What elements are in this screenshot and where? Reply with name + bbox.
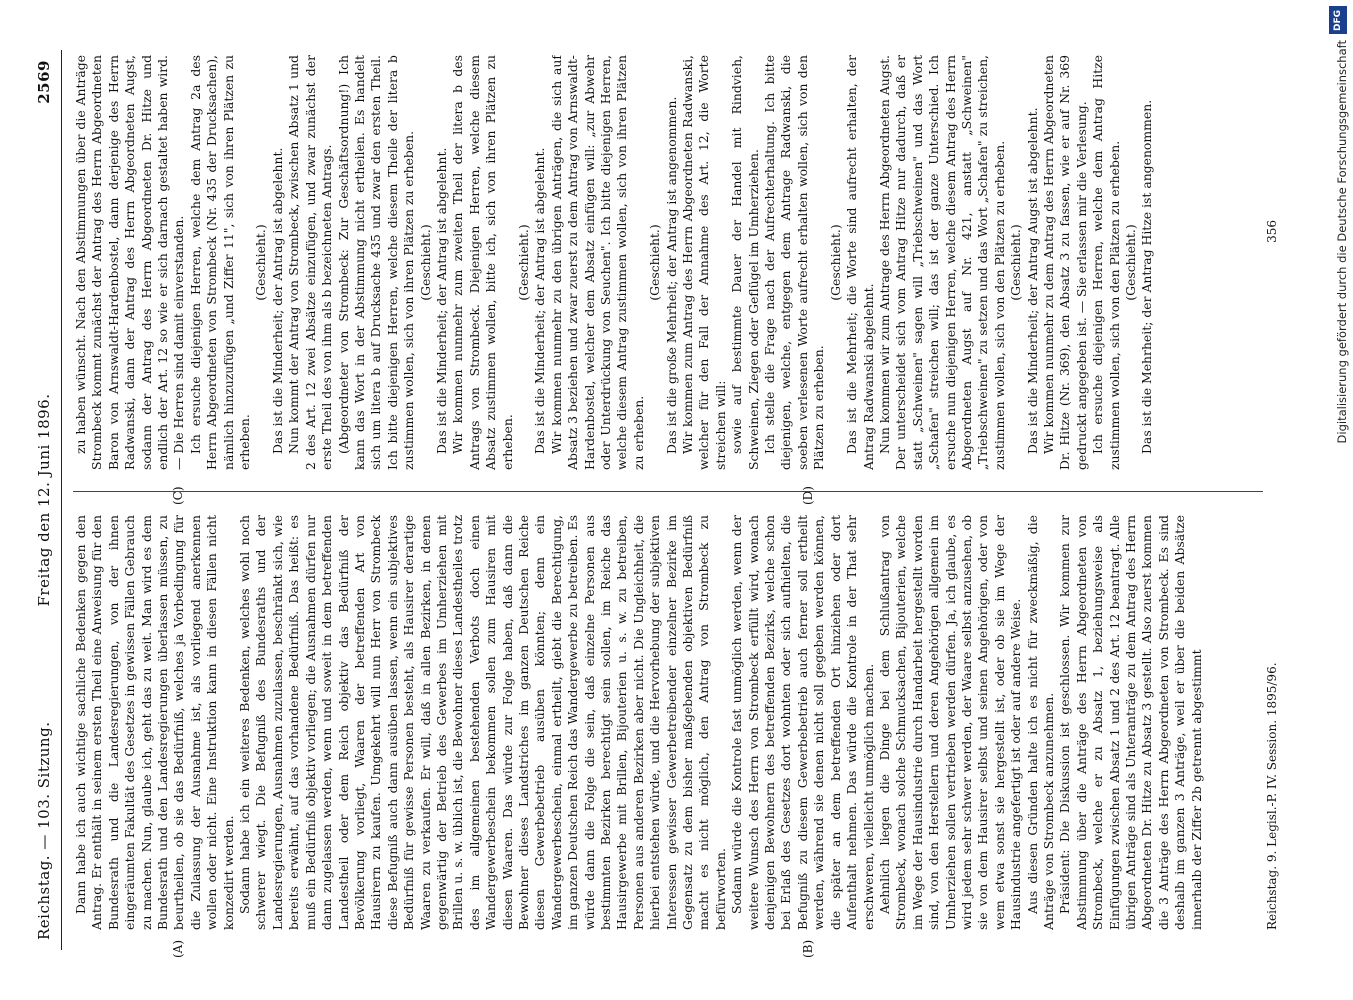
left-column: [73, 515, 1263, 930]
header-session: Reichstag. — 103. Sitzung.: [35, 721, 53, 940]
margin-mark-c: (C): [171, 486, 185, 505]
paragraph: zu haben wünscht. Nach den Abstimmungen über die Anträge Strombeck kommt zunächst der Antrag des Herrn Abgeordneten Baron von Arnswaldt-Hardenbostel, dann derjenige des Herrn Radwanski, dann der Antrag des Herrn Abgeordneten Augst, sodann der Antrag des Herrn Abgeordneten Dr. Hitze und endlich der Art. 12 so wie er sich darnach gestaltet haben wird. — Die Herren sind damit einverstanden.: [73, 55, 187, 470]
paragraph: Sodann würde die Kontrole fast unmöglich werden, wenn der weitere Wunsch des Herrn von Strombeck erfüllt wird, wonach denjenigen Bewohnern des betreffenden Bezirks, welche schon bei Erlaß des Gesetzes dort wohnten oder sich aufhielten, die Befugniß zu diesem Gewerbebetrieb auch ferner soll ertheilt werden, während sie denen nicht soll gegeben werden können, die später an dem betreffenden Ort hinziehen oder dort Aufenthalt nehmen. Das würde die Kontrole in der That sehr erschweren, vielleicht unmöglich machen.: [729, 515, 876, 930]
rotated-page: [21, 30, 1331, 970]
header-date: Freitag den 12. Juni 1896.: [35, 393, 53, 607]
paragraph: Das ist die Minderheit; der Antrag ist abgelehnt.: [532, 147, 548, 454]
quoted-passage: sowie auf bestimmte Dauer der Handel mit Rindvieh, Schweinen, Ziegen oder Geflügel im Umherziehen.: [729, 55, 761, 470]
stage-direction: (Geschieht.): [647, 224, 663, 301]
header-page-number: 2569: [35, 60, 53, 104]
paragraph: Das ist die Minderheit; der Antrag ist abgelehnt.: [433, 147, 449, 454]
dfg-logo-icon: DFG: [1329, 6, 1347, 34]
paragraph: Präsident: Die Diskussion ist geschlossen. Wir kommen zur Abstimmung über die Anträge des Herrn Abgeordneten von Strombeck, welche er zu Absatz 1, beziehungsweise als Einfügungen zwischen Absatz 1 und 2 des Art. 12 beantragt. Alle übrigen Anträge sind als Unteranträge zu dem Antrag des Herrn Abgeordneten Dr. Hitze zu Absatz 3 gestellt. Also zuerst kommen die 3 Anträge des Herrn Abgeordneten von Strombeck. Es sind deshalb im ganzen 3 Anträge, weil er über die beiden Absätze innerhalb der Ziffer 2b getrennt abgestimmt: [1057, 515, 1204, 930]
paragraph: Aus diesen Gründen halte ich es nicht für zweckmäßig, die Anträge von Strombeck anzunehmen.: [1024, 515, 1056, 930]
credit-sidebar: [1323, 0, 1353, 1000]
paragraph: (Abgeordneter von Strombeck: Zur Geschäftsordnung!) Ich kann das Wort in der Abstimmung nicht ertheilen. Es handelt sich um litera b auf Drucksache 435 und zwar den ersten Theil. Ich bitte diejenigen Herren, welche diesem Theile der litera b zustimmen wollen, sich von ihren Plätzen zu erheben.: [335, 55, 417, 470]
stage-direction: (Geschieht.): [827, 224, 843, 301]
paragraph: Aehnlich liegen die Dinge bei dem Schlußantrag von Strombeck, wonach solche Schmucksachen, Bijouterien, welche im Wege der Hausindustrie durch Handarbeit hergestellt worden sind, von den Herstellern und deren Angehörigen allgemein im Umherziehen sollen vertrieben werden dürfen. Ja, ich glaube, es wird jedem sehr schwer werden, der Waare selbst anzusehen, ob sie von dem Hausirer selbst und seinen Angehörigen, oder von wem etwa sonst sie hergestellt ist, oder ob sie im Wege der Hausindustrie angefertigt ist oder auf andere Weise.: [876, 515, 1024, 930]
stage-direction: (Geschieht.): [515, 224, 531, 301]
paragraph: Nun kommt der Antrag von Strombeck, zwischen Absatz 1 und 2 des Art. 12 zwei Absätze einzufügen, und zwar zunächst der erste Theil des von ihm als b bezeichneten Antrags.: [286, 55, 335, 470]
stage-direction: (Geschieht.): [253, 224, 269, 301]
margin-mark-d: (D): [801, 486, 815, 505]
paragraph: Wir kommen nunmehr zum zweiten Theil der litera b des Antrags von Strombeck. Diejenigen Herren, welche diesem Absatz zustimmen wollen, bitte ich, sich von ihren Plätzen zu erheben.: [450, 55, 515, 470]
paragraph: Das ist die Minderheit; der Antrag Augst ist abgelehnt.: [1024, 107, 1040, 454]
paragraph: Wir kommen nunmehr zu dem Antrag des Herrn Abgeordneten Dr. Hitze (Nr. 369), den Absatz 3 zu fassen, wie er auf Nr. 369 gedruckt angegeben ist. — Sie erlassen mir die Verlesung.: [1040, 55, 1089, 470]
paragraph: Sodann habe ich ein weiteres Bedenken, welches wohl noch schwerer wiegt. Die Befugniß des Bundesraths und der Landesregierungen, Ausnahmen zuzulassen, beschränkt sich, wie bereits erwähnt, auf das vorhandene Bedürfniß. Das heißt: es muß ein Bedürfniß objektiv vorliegen; die Ausnahmen dürfen nur dann zugelassen werden, wenn und soweit in dem betreffenden Landestheil oder dem Reich objektiv das Bedürfniß der Bevölkerung vorliegt, Waaren der betreffenden Art von Hausirern zu kaufen. Umgekehrt will nun Herr von Strombeck diese Befugniß auch dann ausüben lassen, wenn ein subjektives Bedürfniß für gewisse Personen besteht, als Hausirer derartige Waaren zu verkaufen. Er will, daß in allen Bezirken, in denen gegenwärtig der Betrieb des Gewerbes im Umherziehen mit Brillen u. s. w. üblich ist, die Bewohner dieses Landestheiles trotz des im allgemeinen bestehenden Verbots doch einen Wandergewerbeschein bekommen sollen zum Hausiren mit diesen Waaren. Das würde zur Folge haben, daß dann die Bewohner dieses Landstriches im ganzen Deutschen Reiche diesen Gewerbebetrieb ausüben könnten; denn ein Wandergewerbeschein, einmal ertheilt, giebt die Berechtigung, im ganzen Deutschen Reich das Wandergewerbe zu betreiben. Es würde dann die Folge die sein, daß einzelne Personen aus bestimmten Bezirken berechtigt sein sollen, im Reiche das Hausirgewerbe mit Brillen, Bijouterien u. s. w. zu betreiben, Personen aus anderen Bezirken aber nicht. Die Ungleichheit, die hierbei entstehen würde, und die Hervorhebung der subjektiven Interessen gewisser Gewerbetreibender einzelner Bezirke im Gegensatz zu dem bisher maßgebenden objektiven Bedürfniß macht es nicht möglich, den Antrag von Strombeck zu befürworten.: [237, 515, 728, 930]
paragraph: Ich stelle die Frage nach der Aufrechterhaltung. Ich bitte diejenigen, welche, entgegen dem Antrage Radwanski, die soeben verlesenen Worte aufrecht erhalten wollen, sich von den Plätzen zu erheben.: [762, 55, 827, 470]
column-divider: [73, 491, 1263, 492]
paragraph: Dann habe ich auch wichtige sachliche Bedenken gegen den Antrag. Er enthält in seinem ersten Theil eine Anweisung für den Bundesrath und die Landesregierungen, von der ihnen eingeräumten Fakultät des Gesetzes in gewissen Fällen Gebrauch zu machen. Nun, glaube ich, geht das zu weit. Man wird es dem Bundesrath und den Landesregierungen überlassen müssen, zu beurtheilen, ob sie das Bedürfniß, welches ja Vorbedingung für die Zulassung der Ausnahme ist, als vorliegend anerkennen wollen oder nicht. Eine Instruktion kann in diesen Fällen nicht konzedirt werden.: [73, 515, 236, 930]
stage-direction: (Geschieht.): [1008, 224, 1024, 301]
paragraph: Wir kommen nunmehr zu den übrigen Anträgen, die sich auf Absatz 3 beziehen und zwar zuerst zu dem Antrag von Arnswaldt-Hardenbostel, welcher dem Absatz einfügen will: „zur Abwehr oder Unterdrückung von Seuchen". Ich bitte diejenigen Herren, welche diesem Antrag zustimmen wollen, sich von ihren Plätzen zu erheben.: [548, 55, 646, 470]
stage-direction: (Geschieht.): [1123, 224, 1138, 301]
funding-credit: Digitalisierung gefördert durch die Deutsche Forschungsgemeinschaft: [1335, 40, 1349, 444]
paragraph: Nun kommen wir zum Antrage des Herrn Abgeordneten Augst. Der unterscheidet sich vom Antrag Hitze nur dadurch, daß er statt „Schweinen" sagen will „Triebschweinen" und das Wort „Schafen" streichen will; das ist der ganze Unterschied. Ich ersuche nun diejenigen Herren, welche diesem Antrag des Herrn Abgeordneten Augst auf Nr. 421, anstatt „Schweinen" „Triebschweinen" zu setzen und das Wort „Schafen" zu streichen, zustimmen wollen, sich von den Plätzen zu erheben.: [876, 55, 1007, 470]
paragraph: Ich ersuche diejenigen Herren, welche dem Antrag Hitze zustimmen wollen, sich von den Plätzen zu erheben.: [1090, 55, 1122, 470]
paragraph: Das ist die Minderheit; der Antrag ist abgelehnt.: [269, 147, 285, 454]
paragraph: Ich ersuche diejenigen Herren, welche dem Antrag 2a des Herrn Abgeordneten von Strombeck (Nr. 435 der Drucksachen), nämlich hinzuzufügen „und Ziffer 11", sich von ihren Plätzen zu erheben.: [187, 55, 253, 470]
paragraph: Das ist die Mehrheit; die Worte sind aufrecht erhalten, der Antrag Radwanski abgelehnt.: [844, 55, 876, 470]
header-rule: [61, 50, 62, 950]
margin-mark-b: (B): [801, 939, 815, 958]
footer-session-info: Reichstag. 9. Legisl.-P. IV. Session. 1895/96.: [1265, 662, 1279, 930]
margin-mark-a: (A): [171, 939, 185, 958]
paragraph: Wir kommen zum Antrag des Herrn Abgeordneten Radwanski, welcher für den Fall der Annahme des Art. 12, die Worte streichen will:: [680, 55, 728, 470]
stage-direction: (Geschieht.): [417, 224, 433, 301]
footer-page-number: 356: [1265, 220, 1279, 243]
paragraph: Das ist die Mehrheit; der Antrag Hitze ist angenommen.: [1139, 99, 1155, 454]
right-column: [73, 55, 1263, 470]
paragraph: Das ist die große Mehrheit; der Antrag ist angenommen.: [663, 96, 679, 454]
